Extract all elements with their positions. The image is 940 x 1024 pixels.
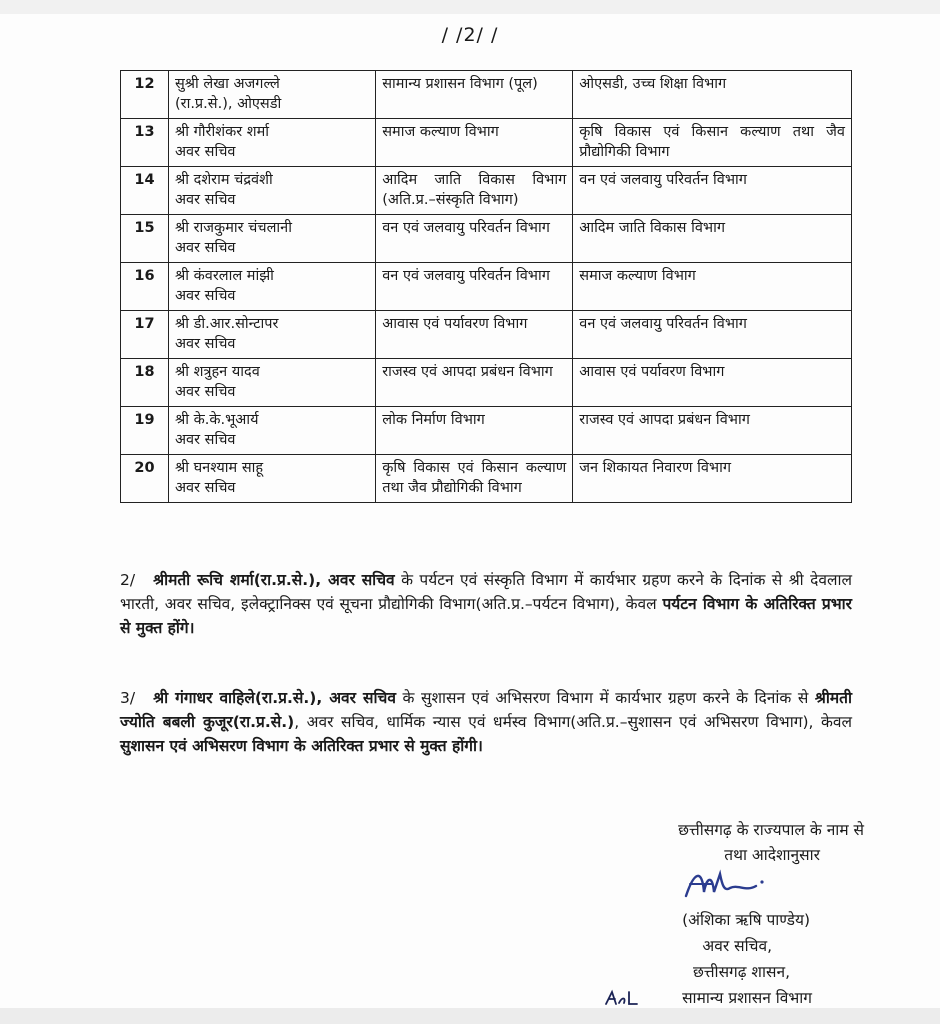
officer-name: श्री घनश्याम साहू — [174, 460, 264, 476]
new-department: राजस्व एवं आपदा प्रबंधन विभाग — [573, 407, 852, 455]
signatory-dept: सामान्य प्रशासन विभाग — [682, 989, 812, 1007]
table-row — [121, 407, 852, 455]
officer-name: श्री डी.आर.सोन्टापर — [174, 316, 279, 332]
current-department: कृषि विकास एवं किसान कल्याण तथा जैव प्रौद्योगिकी विभाग — [376, 455, 573, 503]
para-number: 3/ — [120, 689, 136, 707]
page-number: / /2/ / — [441, 24, 499, 46]
authority-line-2: तथा आदेशानुसार — [724, 846, 820, 864]
row-number: 17 — [121, 311, 169, 359]
row-number: 20 — [121, 455, 169, 503]
current-department: लोक निर्माण विभाग — [376, 407, 573, 455]
table-row — [121, 263, 852, 311]
para-bold-tail: सुशासन एवं अभिसरण विभाग के अतिरिक्त प्रभार से मुक्त होंगी। — [120, 737, 483, 755]
officer-designation: अवर सचिव — [174, 480, 236, 496]
officer-name: श्री कंवरलाल मांझी — [174, 268, 274, 284]
current-department: आदिम जाति विकास विभाग (अति.प्र.–संस्कृति विभाग) — [376, 167, 573, 215]
officer-name: सुश्री लेखा अजगल्ले — [174, 76, 280, 92]
top-edge — [0, 0, 940, 14]
para-bold-tail: पर्यटन विभाग के अतिरिक्त प्रभार से मुक्त होंगे। — [120, 595, 853, 637]
officer-designation: अवर सचिव — [174, 240, 236, 256]
officer-cell — [168, 359, 375, 407]
officer-designation: अवर सचिव — [174, 336, 236, 352]
officer-designation: अवर सचिव — [174, 288, 236, 304]
table-row — [121, 71, 852, 119]
para-text: के पर्यटन एवं संस्कृति विभाग में कार्यभार ग्रहण करने के दिनांक से श्री देवलाल भारती, अवर सचिव, इलेक्ट्रानिक्स एवं सूचना प्रौद्योगिकी विभाग(अति.प्र.–पर्यटन विभाग), केवल — [120, 571, 852, 613]
para-number: 2/ — [120, 571, 136, 589]
officer-cell — [168, 71, 375, 119]
officer-cell — [168, 119, 375, 167]
officer-name: श्री शत्रुहन यादव — [174, 364, 260, 380]
new-department: वन एवं जलवायु परिवर्तन विभाग — [573, 311, 852, 359]
paragraph-2 — [120, 568, 852, 640]
officer-designation: अवर सचिव — [174, 432, 236, 448]
row-number: 15 — [121, 215, 169, 263]
officer-cell — [168, 311, 375, 359]
officer-cell — [168, 263, 375, 311]
current-department: वन एवं जलवायु परिवर्तन विभाग — [376, 263, 573, 311]
officer-name-2: श्रीमती ज्योति बबली कुजूर(रा.प्र.से.) — [120, 689, 852, 731]
officer-name: श्री के.के.भूआर्य — [174, 412, 259, 428]
row-number: 16 — [121, 263, 169, 311]
current-department: राजस्व एवं आपदा प्रबंधन विभाग — [376, 359, 573, 407]
row-number: 19 — [121, 407, 169, 455]
signatory-designation: अवर सचिव, — [702, 937, 772, 955]
new-department: ओएसडी, उच्च शिक्षा विभाग — [573, 71, 852, 119]
table-row — [121, 167, 852, 215]
new-department: समाज कल्याण विभाग — [573, 263, 852, 311]
officer-cell — [168, 167, 375, 215]
authority-line: छत्तीसगढ़ के राज्यपाल के नाम से — [678, 821, 864, 839]
officer-designation: अवर सचिव — [174, 384, 236, 400]
para-text-2: , अवर सचिव, धार्मिक न्यास एवं धर्मस्व विभाग(अति.प्र.–सुशासन एवं अभिसरण विभाग), केवल — [294, 713, 852, 731]
current-department: वन एवं जलवायु परिवर्तन विभाग — [376, 215, 573, 263]
officer-name: श्री दशेराम चंद्रवंशी — [174, 172, 273, 188]
row-number: 12 — [121, 71, 169, 119]
initials-icon — [604, 988, 640, 1008]
officer-name: श्री राजकुमार चंचलानी — [174, 220, 292, 236]
signatory-govt: छत्तीसगढ़ शासन, — [692, 963, 790, 981]
officer-name: श्री गंगाधर वाहिले(रा.प्र.से.), अवर सचिव — [153, 689, 396, 707]
row-number: 18 — [121, 359, 169, 407]
table-row — [121, 119, 852, 167]
table-row — [121, 215, 852, 263]
signatory-name: (अंशिका ऋषि पाण्डेय) — [682, 911, 810, 929]
bottom-edge — [0, 1008, 940, 1024]
signature-icon — [680, 862, 770, 906]
officer-designation: अवर सचिव — [174, 192, 236, 208]
posting-table — [120, 70, 852, 503]
officer-name: श्रीमती रूचि शर्मा(रा.प्र.से.), अवर सचिव — [153, 571, 395, 589]
row-number: 14 — [121, 167, 169, 215]
current-department: आवास एवं पर्यावरण विभाग — [376, 311, 573, 359]
paragraph-3 — [120, 686, 852, 758]
officer-name: श्री गौरीशंकर शर्मा — [174, 124, 270, 140]
officer-designation: (रा.प्र.से.), ओएसडी — [174, 96, 282, 112]
new-department: आदिम जाति विकास विभाग — [573, 215, 852, 263]
new-department: आवास एवं पर्यावरण विभाग — [573, 359, 852, 407]
new-department: जन शिकायत निवारण विभाग — [573, 455, 852, 503]
officer-cell — [168, 407, 375, 455]
officer-designation: अवर सचिव — [174, 144, 236, 160]
table-row — [121, 359, 852, 407]
current-department: सामान्य प्रशासन विभाग (पूल) — [376, 71, 573, 119]
new-department: कृषि विकास एवं किसान कल्याण तथा जैव प्रौद्योगिकी विभाग — [573, 119, 852, 167]
table-row — [121, 311, 852, 359]
new-department: वन एवं जलवायु परिवर्तन विभाग — [573, 167, 852, 215]
para-text: के सुशासन एवं अभिसरण विभाग में कार्यभार ग्रहण करने के दिनांक से — [395, 689, 815, 707]
officer-cell — [168, 455, 375, 503]
row-number: 13 — [121, 119, 169, 167]
table-row — [121, 455, 852, 503]
officer-cell — [168, 215, 375, 263]
current-department: समाज कल्याण विभाग — [376, 119, 573, 167]
